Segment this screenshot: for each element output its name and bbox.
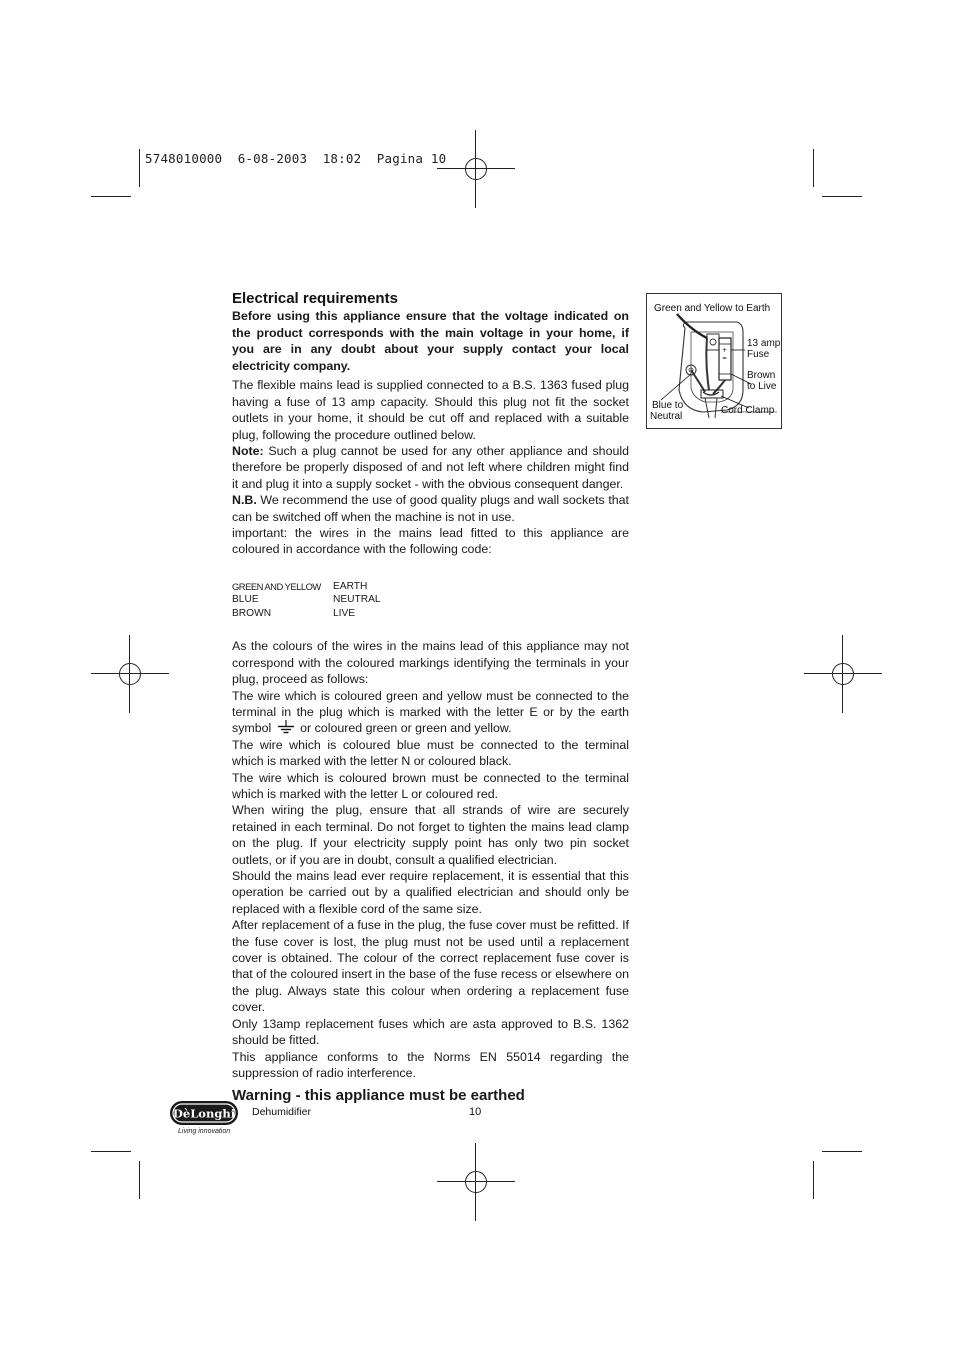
page-number: 10 bbox=[469, 1106, 482, 1118]
crop-mark bbox=[822, 1151, 862, 1152]
paragraph-note bbox=[232, 443, 629, 492]
green-text-b: or coloured green or green and yellow. bbox=[296, 721, 512, 736]
voltage-warning: Before using this appliance ensure that the voltage indicated on the product corresponds with the main voltage in your home, if you are in any doubt about your supply contact your local electricity company. bbox=[232, 309, 629, 373]
wire-colour: GREEN AND YELLOW bbox=[232, 580, 321, 592]
crop-mark bbox=[139, 1161, 140, 1199]
label-fuse: Fuse bbox=[747, 349, 770, 360]
print-slug: 5748010000 6-08-2003 18:02 Pagina 10 bbox=[145, 151, 447, 166]
crop-mark bbox=[822, 196, 862, 197]
main-content bbox=[232, 290, 629, 1105]
earth-warning: Warning - this appliance must be earthed bbox=[232, 1087, 525, 1105]
paragraph-fuse-cover: After replacement of a fuse in the plug, the fuse cover must be refitted. If the fuse cover is lost, the plug must not be used until a replacement cover is obtained. The colour of the correct replacement fuse cover is that of the coloured insert in the base of the fuse recess or elsewhere on the plug. Always state this colour when ordering a replacement fuse cover. bbox=[232, 918, 629, 1015]
crop-mark bbox=[139, 149, 140, 187]
wire-colour-table bbox=[232, 580, 629, 621]
nb-label: N.B. bbox=[232, 493, 257, 508]
paragraph-nb bbox=[232, 492, 629, 525]
plug-wiring-diagram bbox=[646, 293, 782, 429]
crop-mark bbox=[813, 149, 814, 187]
paragraph-replacement: Should the mains lead ever require replacement, it is essential that this operation be carried out by a qualified electrician and should only be replaced with a flexible cord of the same size. bbox=[232, 869, 629, 916]
product-name: Dehumidifier bbox=[252, 1106, 311, 1118]
label-blue: Blue to bbox=[652, 400, 684, 411]
label-fuse-amp: 13 amp bbox=[747, 338, 781, 349]
brand-name: DèLonghi bbox=[172, 1106, 236, 1121]
wire-conductor: NEUTRAL bbox=[333, 594, 381, 606]
registration-mark-right bbox=[804, 635, 882, 713]
crop-mark bbox=[813, 1161, 814, 1199]
paragraph-colours: As the colours of the wires in the mains lead of this appliance may not correspond with the coloured markings identifying the terminals in your plug, proceed as follows: bbox=[232, 639, 629, 687]
note-text: Such a plug cannot be used for any other appliance and should therefore be properly disposed of and not left where children might find it and plug it into a supply socket - with the obvious consequent danger. bbox=[232, 444, 629, 491]
label-brown: Brown bbox=[747, 370, 776, 381]
registration-mark-top bbox=[437, 130, 515, 208]
brand-tagline: Living innovation bbox=[178, 1128, 231, 1135]
paragraph-brown: The wire which is coloured brown must be connected to the terminal which is marked with the letter L or coloured red. bbox=[232, 770, 629, 801]
green-text-a: The wire which is coloured green and yellow must be connected to the terminal in the plug which is marked with the letter E or by the earth symbol bbox=[232, 688, 629, 736]
crop-mark bbox=[91, 1151, 131, 1152]
wire-conductor: EARTH bbox=[333, 580, 368, 592]
wire-conductor: LIVE bbox=[333, 607, 356, 619]
paragraph-wiring: When wiring the plug, ensure that all strands of wire are securely retained in each terminal. Do not forget to tighten the mains lead clamp on the plug. If your electricity supply point has only two pin socket outlets, or if you are in doubt, consult a qualified electrician. bbox=[232, 803, 629, 867]
paragraph-plug: The flexible mains lead is supplied connected to a B.S. 1363 fused plug having a fuse of 13 amp capacity. Should this plug not fit the socket outlets in your home, it should be cut off and replaced with a suitable plug, following the procedure outlined below. bbox=[232, 378, 629, 442]
label-brown-live: to Live bbox=[747, 381, 777, 392]
note-label: Note: bbox=[232, 444, 264, 458]
registration-mark-bottom bbox=[437, 1143, 515, 1221]
paragraph-green-yellow bbox=[232, 688, 629, 737]
paragraph-blue: The wire which is coloured blue must be connected to the terminal which is marked with the letter N or coloured black. bbox=[232, 737, 629, 769]
label-blue-neutral: Neutral bbox=[650, 411, 683, 422]
label-cord-clamp: Cord Clamp bbox=[721, 405, 775, 416]
wire-colour: BROWN bbox=[232, 607, 272, 619]
earth-symbol-icon bbox=[277, 720, 295, 734]
paragraph-norms: This appliance conforms to the Norms EN 55014 regarding the suppression of radio interference. bbox=[232, 1049, 629, 1080]
paragraph-important: important: the wires in the mains lead fitted to this appliance are coloured in accordance with the following code: bbox=[232, 526, 629, 557]
wire-colour: BLUE bbox=[232, 594, 259, 606]
registration-mark-left bbox=[91, 635, 169, 713]
paragraph-fuse-type: Only 13amp replacement fuses which are asta approved to B.S. 1362 should be fitted. bbox=[232, 1016, 629, 1048]
delonghi-logo bbox=[169, 1100, 239, 1126]
label-green-yellow: Green and Yellow to Earth bbox=[654, 303, 771, 314]
section-title: Electrical requirements bbox=[232, 290, 398, 307]
crop-mark bbox=[91, 196, 131, 197]
nb-text: We recommend the use of good quality plugs and wall sockets that can be switched off when the machine is not in use. bbox=[232, 493, 629, 524]
svg-text:=: = bbox=[722, 355, 728, 362]
svg-text:+: + bbox=[722, 347, 728, 354]
